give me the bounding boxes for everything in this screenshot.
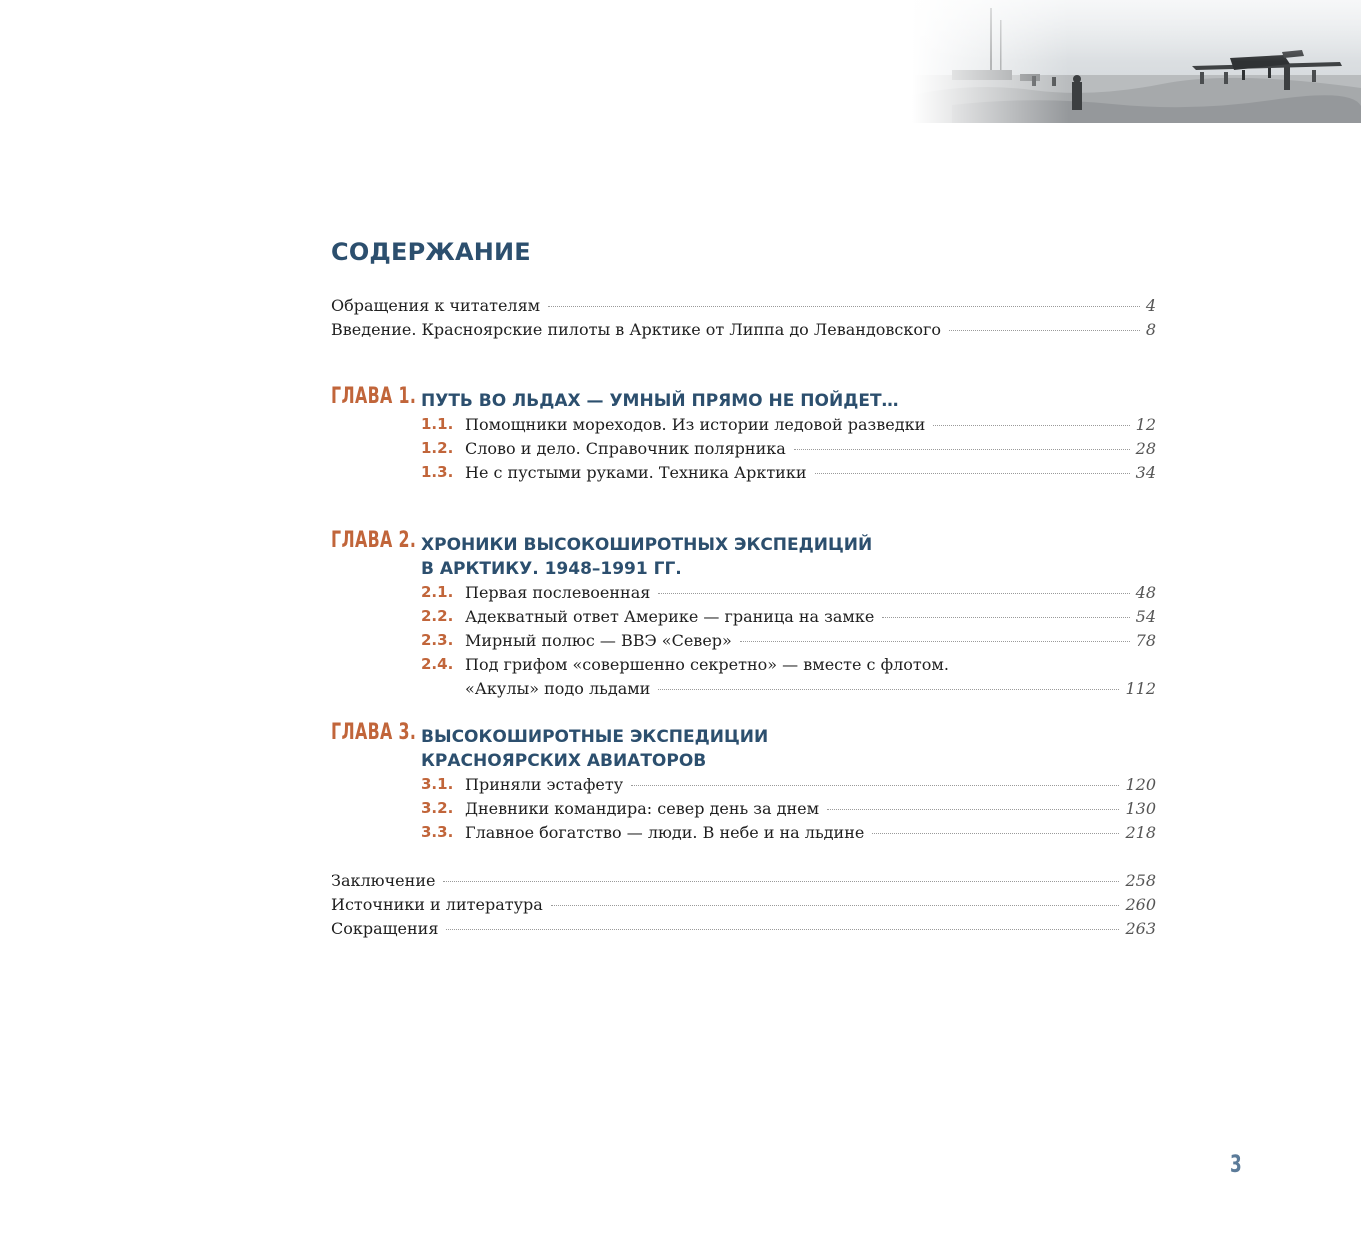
entry-label: Дневники командира: север день за днем <box>465 799 820 818</box>
chapter-1-title <box>421 389 899 413</box>
dot-leader <box>740 641 1130 642</box>
toc-entry-3-2[interactable] <box>421 799 1156 821</box>
page-ref: 258 <box>1125 871 1156 890</box>
toc-entry-3-3[interactable] <box>421 823 1156 845</box>
page-ref: 28 <box>1135 439 1156 458</box>
section-number: 1.3. <box>421 463 454 481</box>
entry-label: Первая послевоенная <box>465 583 651 602</box>
toc-entry-1-1[interactable] <box>421 415 1156 437</box>
dot-leader <box>658 593 1129 594</box>
page-ref: 48 <box>1135 583 1156 602</box>
toc-entry-sources[interactable] <box>331 895 1156 917</box>
page-ref: 130 <box>1125 799 1156 818</box>
page-ref: 78 <box>1135 631 1156 650</box>
entry-label: Мирный полюс — ВВЭ «Север» <box>465 631 732 650</box>
section-number: 2.1. <box>421 583 454 601</box>
entry-label-continued: «Акулы» подо льдами <box>465 679 651 698</box>
page-ref: 112 <box>1125 679 1156 698</box>
dot-leader <box>794 449 1130 450</box>
toc-entry-conclusion[interactable] <box>331 871 1156 893</box>
chapter-title-line: ХРОНИКИ ВЫСОКОШИРОТНЫХ ЭКСПЕДИЦИЙ <box>421 535 873 555</box>
section-number: 1.1. <box>421 415 454 433</box>
toc-title: СОДЕРЖАНИЕ <box>331 238 531 266</box>
section-number: 2.4. <box>421 655 454 673</box>
dot-leader <box>631 785 1119 786</box>
toc-entry-2-2[interactable] <box>421 607 1156 629</box>
dot-leader <box>551 905 1120 906</box>
dot-leader <box>658 689 1119 690</box>
entry-label: Приняли эстафету <box>465 775 624 794</box>
toc-entry-appeals[interactable] <box>331 296 1156 318</box>
dot-leader <box>446 929 1119 930</box>
dot-leader <box>872 833 1119 834</box>
section-number: 2.2. <box>421 607 454 625</box>
dot-leader <box>815 473 1130 474</box>
chapter-3-label: ГЛАВА 3. <box>331 720 417 745</box>
page-ref: 260 <box>1125 895 1156 914</box>
toc-entry-2-4[interactable] <box>465 679 1156 701</box>
arctic-airfield-photo <box>912 0 1361 123</box>
toc-entry-1-2[interactable] <box>421 439 1156 461</box>
toc-entry-1-3[interactable] <box>421 463 1156 485</box>
toc-entry-2-1[interactable] <box>421 583 1156 605</box>
entry-label: Заключение <box>331 871 436 890</box>
dot-leader <box>949 330 1140 331</box>
entry-label: Обращения к читателям <box>331 296 541 315</box>
chapter-title-line: ПУТЬ ВО ЛЬДАХ — УМНЫЙ ПРЯМО НЕ ПОЙДЕТ… <box>421 391 899 411</box>
section-number: 3.2. <box>421 799 454 817</box>
page-number: 3 <box>1230 1150 1242 1178</box>
dot-leader <box>882 617 1129 618</box>
page-ref: 4 <box>1145 296 1156 315</box>
section-number: 3.1. <box>421 775 454 793</box>
entry-label: Под грифом «совершенно секретно» — вместе с флотом. <box>465 655 949 674</box>
section-number: 3.3. <box>421 823 454 841</box>
page-ref: 120 <box>1125 775 1156 794</box>
entry-label: Введение. Красноярские пилоты в Арктике от Липпа до Левандовского <box>331 320 942 339</box>
page-ref: 12 <box>1135 415 1156 434</box>
dot-leader <box>933 425 1129 426</box>
chapter-title-line: ВЫСОКОШИРОТНЫЕ ЭКСПЕДИЦИИ <box>421 727 769 747</box>
entry-label: Не с пустыми руками. Техника Арктики <box>465 463 807 482</box>
page-ref: 263 <box>1125 919 1156 938</box>
chapter-3-title <box>421 725 768 773</box>
page-ref: 54 <box>1135 607 1156 626</box>
chapter-1-label: ГЛАВА 1. <box>331 384 417 409</box>
dot-leader <box>443 881 1119 882</box>
entry-label: Источники и литература <box>331 895 543 914</box>
entry-label: Адекватный ответ Америке — граница на замке <box>465 607 875 626</box>
page-ref: 34 <box>1135 463 1156 482</box>
dot-leader <box>827 809 1119 810</box>
chapter-2-title <box>421 533 872 581</box>
toc-entry-introduction[interactable] <box>331 320 1156 342</box>
toc-entry-2-3[interactable] <box>421 631 1156 653</box>
toc-entry-2-4-first-line[interactable] <box>421 655 949 674</box>
dot-leader <box>548 306 1140 307</box>
chapter-title-line: КРАСНОЯРСКИХ АВИАТОРОВ <box>421 751 707 771</box>
chapter-2-label: ГЛАВА 2. <box>331 528 417 553</box>
entry-label: Главное богатство — люди. В небе и на льдине <box>465 823 865 842</box>
page-ref: 8 <box>1145 320 1156 339</box>
toc-entry-3-1[interactable] <box>421 775 1156 797</box>
chapter-title-line: В АРКТИКУ. 1948–1991 ГГ. <box>421 559 682 579</box>
entry-label: Помощники мореходов. Из истории ледовой разведки <box>465 415 926 434</box>
section-number: 2.3. <box>421 631 454 649</box>
toc-entry-abbreviations[interactable] <box>331 919 1156 941</box>
entry-label: Слово и дело. Справочник полярника <box>465 439 786 458</box>
section-number: 1.2. <box>421 439 454 457</box>
entry-label: Сокращения <box>331 919 439 938</box>
page-ref: 218 <box>1125 823 1156 842</box>
